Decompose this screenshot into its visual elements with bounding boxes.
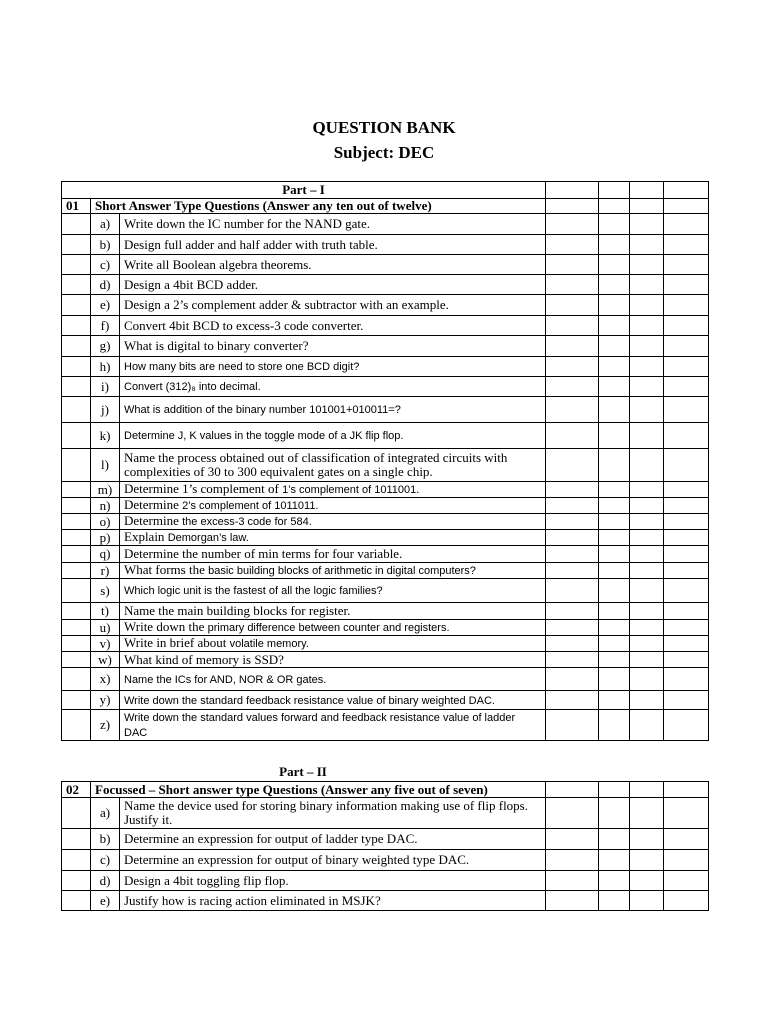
question-label: i) bbox=[91, 377, 120, 397]
question-label: b) bbox=[91, 829, 120, 850]
section-heading: Short Answer Type Questions (Answer any ten out of twelve) bbox=[91, 199, 546, 214]
question-row bbox=[62, 449, 709, 482]
question-label: v) bbox=[91, 636, 120, 652]
question-label: c) bbox=[91, 255, 120, 275]
question-text bbox=[120, 275, 546, 295]
question-row bbox=[62, 235, 709, 255]
question-row bbox=[62, 295, 709, 316]
question-text-detail: basic building blocks of arithmetic in digital computers? bbox=[208, 565, 476, 577]
question-text bbox=[120, 449, 546, 482]
question-row bbox=[62, 255, 709, 275]
question-text bbox=[120, 397, 546, 423]
question-row bbox=[62, 850, 709, 871]
question-label: d) bbox=[91, 275, 120, 295]
question-row bbox=[62, 652, 709, 668]
question-text-main: What is digital to binary converter? bbox=[124, 338, 309, 353]
question-row bbox=[62, 514, 709, 530]
question-text-main: Determine 1’s complement of bbox=[124, 481, 283, 496]
question-row bbox=[62, 357, 709, 377]
question-text-main: Determine an expression for output of ladder type DAC. bbox=[124, 831, 418, 846]
question-text-detail: Convert (312)₈ into decimal. bbox=[124, 381, 261, 393]
question-text bbox=[120, 546, 546, 563]
section-number: 01 bbox=[62, 199, 91, 214]
question-text-main: Name the main building blocks for register. bbox=[124, 603, 351, 618]
question-row bbox=[62, 316, 709, 336]
question-row bbox=[62, 482, 709, 498]
question-label: a) bbox=[91, 214, 120, 235]
question-text-detail: 2’s complement of 1011011. bbox=[182, 500, 319, 512]
question-text bbox=[120, 482, 546, 498]
question-text-main: Design a 4bit BCD adder. bbox=[124, 276, 258, 292]
question-text bbox=[120, 850, 546, 871]
question-text-detail: 1’s complement of 1011001. bbox=[282, 484, 420, 496]
question-text-main: Write in brief about bbox=[124, 635, 230, 650]
question-text bbox=[120, 255, 546, 275]
question-text-main: Name the device used for storing binary information making use of flip flops. Justify it. bbox=[124, 798, 528, 827]
question-text bbox=[120, 235, 546, 255]
question-label: e) bbox=[91, 295, 120, 316]
section-heading-row bbox=[62, 782, 709, 798]
question-row bbox=[62, 871, 709, 891]
question-text bbox=[120, 377, 546, 397]
question-text bbox=[120, 579, 546, 603]
question-label: x) bbox=[91, 668, 120, 691]
question-text-main: Determine an expression for output of binary weighted type DAC. bbox=[124, 852, 470, 867]
question-text-main: Write down the IC number for the NAND gate. bbox=[124, 216, 371, 231]
question-text-detail: Demorgan’s law. bbox=[167, 532, 249, 544]
question-label: a) bbox=[91, 798, 120, 829]
question-text bbox=[120, 798, 546, 829]
part2-title: Part – II bbox=[279, 764, 327, 779]
part1-table bbox=[61, 181, 709, 741]
question-text-detail: Name the ICs for AND, NOR & OR gates. bbox=[124, 673, 327, 686]
question-text bbox=[120, 871, 546, 891]
question-row bbox=[62, 891, 709, 911]
question-text-main: Write all Boolean algebra theorems. bbox=[124, 256, 312, 272]
question-row bbox=[62, 603, 709, 620]
question-text-detail: volatile memory. bbox=[229, 638, 309, 650]
section-heading-row bbox=[62, 199, 709, 214]
question-label: z) bbox=[91, 710, 120, 741]
question-text-main: Justify how is racing action eliminated in MSJK? bbox=[124, 892, 381, 908]
question-row bbox=[62, 829, 709, 850]
question-text-main: What kind of memory is SSD? bbox=[124, 651, 284, 667]
question-text-main: Explain bbox=[124, 529, 168, 544]
question-label: g) bbox=[91, 336, 120, 357]
question-text-main: Determine bbox=[124, 497, 183, 512]
question-label: t) bbox=[91, 603, 120, 620]
question-label: o) bbox=[91, 514, 120, 530]
subject-title: Subject: DEC bbox=[333, 143, 435, 162]
question-text bbox=[120, 891, 546, 911]
question-row bbox=[62, 710, 709, 741]
question-text bbox=[120, 316, 546, 336]
question-label: p) bbox=[91, 530, 120, 546]
question-text bbox=[120, 514, 546, 530]
page-title: QUESTION BANK bbox=[312, 118, 456, 137]
question-text-main: Determine bbox=[124, 513, 183, 528]
question-label: u) bbox=[91, 620, 120, 636]
question-text bbox=[120, 214, 546, 235]
question-row bbox=[62, 579, 709, 603]
question-label: m) bbox=[91, 482, 120, 498]
question-label: f) bbox=[91, 316, 120, 336]
part-title-row bbox=[62, 182, 709, 199]
question-row bbox=[62, 377, 709, 397]
question-row bbox=[62, 423, 709, 449]
question-text bbox=[120, 530, 546, 546]
part2-table bbox=[61, 781, 709, 911]
question-text bbox=[120, 620, 546, 636]
question-text-detail: the excess-3 code for 584. bbox=[182, 516, 312, 528]
question-text bbox=[120, 498, 546, 514]
question-text-main: Design a 2’s complement adder & subtractor with an example. bbox=[124, 297, 449, 312]
question-row bbox=[62, 798, 709, 829]
question-row bbox=[62, 275, 709, 295]
question-text bbox=[120, 710, 546, 741]
question-text bbox=[120, 652, 546, 668]
question-label: c) bbox=[91, 850, 120, 871]
question-row bbox=[62, 563, 709, 579]
question-row bbox=[62, 668, 709, 691]
question-text-main: Design full adder and half adder with truth table. bbox=[124, 236, 378, 252]
question-row bbox=[62, 636, 709, 652]
question-text-main: What forms the bbox=[124, 562, 209, 577]
question-text bbox=[120, 829, 546, 850]
question-text-detail: How many bits are need to store one BCD digit? bbox=[124, 361, 360, 373]
question-label: l) bbox=[91, 449, 120, 482]
question-row bbox=[62, 620, 709, 636]
question-label: e) bbox=[91, 891, 120, 911]
question-text bbox=[120, 636, 546, 652]
question-text-main: Design a 4bit toggling flip flop. bbox=[124, 872, 289, 888]
question-label: s) bbox=[91, 579, 120, 603]
question-row bbox=[62, 546, 709, 563]
question-label: j) bbox=[91, 397, 120, 423]
question-label: b) bbox=[91, 235, 120, 255]
question-row bbox=[62, 336, 709, 357]
question-text bbox=[120, 423, 546, 449]
question-text-detail: Write down the standard values forward and feedback resistance value of ladder DAC bbox=[124, 712, 516, 739]
question-label: w) bbox=[91, 652, 120, 668]
question-row bbox=[62, 530, 709, 546]
question-label: k) bbox=[91, 423, 120, 449]
question-text bbox=[120, 603, 546, 620]
question-label: h) bbox=[91, 357, 120, 377]
question-label: n) bbox=[91, 498, 120, 514]
question-label: r) bbox=[91, 563, 120, 579]
part1-title: Part – I bbox=[62, 182, 546, 199]
question-text-main: Write down the bbox=[124, 619, 208, 634]
question-text bbox=[120, 357, 546, 377]
question-text-detail: Write down the standard feedback resistance value of binary weighted DAC. bbox=[124, 694, 495, 707]
question-text bbox=[120, 336, 546, 357]
question-label: q) bbox=[91, 546, 120, 563]
question-text-detail: Which logic unit is the fastest of all the logic families? bbox=[124, 585, 383, 597]
question-text-detail: What is addition of the binary number 101001+010011=? bbox=[124, 404, 401, 416]
question-text bbox=[120, 668, 546, 691]
question-text-detail: Determine J, K values in the toggle mode of a JK flip flop. bbox=[124, 430, 404, 442]
question-text-main: Convert 4bit BCD to excess-3 code converter. bbox=[124, 317, 364, 333]
question-row bbox=[62, 498, 709, 514]
question-text-detail: primary difference between counter and registers. bbox=[207, 622, 450, 634]
question-row bbox=[62, 397, 709, 423]
question-text-main: Determine the number of min terms for four variable. bbox=[124, 546, 403, 561]
question-text bbox=[120, 295, 546, 316]
section-heading: Focussed – Short answer type Questions (Answer any five out of seven) bbox=[91, 782, 546, 798]
question-row bbox=[62, 691, 709, 710]
question-text bbox=[120, 563, 546, 579]
question-row bbox=[62, 214, 709, 235]
section-number: 02 bbox=[62, 782, 91, 798]
question-text bbox=[120, 691, 546, 710]
question-label: d) bbox=[91, 871, 120, 891]
part-separator bbox=[61, 752, 708, 781]
question-label: y) bbox=[91, 691, 120, 710]
question-text-main: Name the process obtained out of classification of integrated circuits with complexities of 30 to 300 equivalent gates on a single chip. bbox=[124, 450, 508, 479]
